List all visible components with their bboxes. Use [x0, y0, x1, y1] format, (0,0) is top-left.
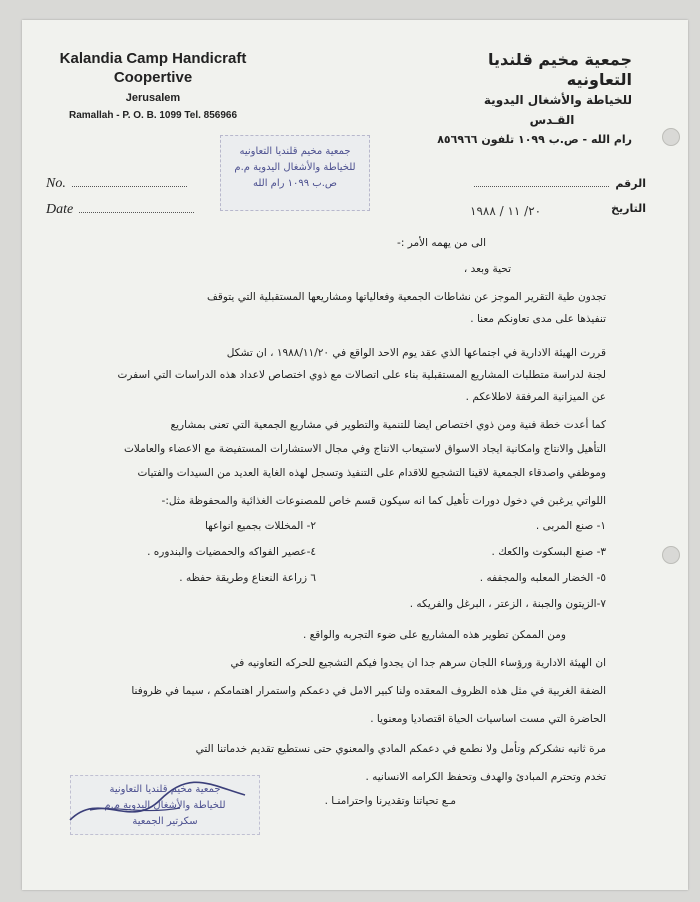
- list-item: ٤-عصير الفواكه والحمضيات والبندوره .: [147, 546, 316, 558]
- p3-line3: وموظفي واصدقاء الجمعية لاقينا التشجيع للاقدام على التنفيذ وتسجل لهذه الغاية العديد من السيدات والفتيات: [137, 467, 606, 479]
- date-label-ar: التاريخ: [611, 202, 646, 215]
- p3-line2: التأهيل والانتاج وامكانية ايجاد الاسواق لاستيعاب الانتاج وفي مجال الاستشارات المستفيضة مع الاعضاء والعاملات: [123, 443, 606, 455]
- closing: مـع تحياتنا وتقديرنا واحترامنـا .: [324, 795, 456, 807]
- org-city-ar: القـدس: [529, 113, 575, 127]
- p2-line2: لجنة لدراسة متطلبات المشاريع المستقبلية بناء على اتصالات مع ذوي اختصاص لاعداد هذه الدراسات التي اسفرت: [117, 369, 606, 381]
- list-row: [52, 520, 606, 542]
- stamp-bottom-line3: سكرتير الجمعية: [132, 816, 198, 827]
- stamp-bottom-line2: للخياطة والأشغال اليدوية م.م: [104, 800, 226, 811]
- p2-line3: عن الميزانية المرفقة لاطلاعكم .: [465, 391, 606, 403]
- list-item: ٧-الزيتون والجبنة ، الزعتر ، البرغل والفريكه .: [409, 598, 606, 610]
- list-item: ٥- الخضار المعلبه والمجففه .: [479, 572, 606, 584]
- p5-line2: الضفة الغربية في مثل هذه الظروف المعقده ولنا كبير الامل في دعمكم واستمرار اهتمامكم ، سيما في ظروفنا: [131, 685, 606, 697]
- list-row: [52, 546, 606, 568]
- org-address-ar: رام الله - ص.ب ١٠٩٩ تلفون ٨٥٦٩٦٦: [437, 133, 632, 146]
- org-name-en-line2: Coopertive: [113, 69, 193, 86]
- punch-hole: [662, 546, 680, 564]
- p4: ومن الممكن تطوير هذه المشاريع على ضوء التجربه والواقع .: [303, 629, 566, 641]
- punch-hole: [662, 128, 680, 146]
- p5-line3: الحاضرة التي مست اساسيات الحياة اقتصاديا ومعنويا .: [370, 713, 606, 725]
- greeting: تحية وبعد ،: [463, 263, 511, 275]
- list-row: [52, 598, 606, 620]
- ref-label-ar: الرقم: [615, 177, 646, 190]
- no-field: [46, 176, 187, 192]
- stamp-top-line2: للخياطة والأشغال اليدوية م.م: [234, 162, 356, 173]
- p2-line1: قررت الهيئة الادارية في اجتماعها الذي عقد يوم الاحد الواقع في ١٩٨٨/١١/٢٠ ، ان تشكل: [226, 347, 606, 359]
- date-value: ٢٠/ ١١ / ١٩٨٨: [470, 204, 542, 218]
- date-line: [79, 202, 194, 213]
- salutation: الى من يهمه الأمر :-: [397, 237, 486, 249]
- letterhead-english: [48, 50, 258, 124]
- no-label: No.: [46, 176, 66, 191]
- p1-line2: تنفيذها على مدى تعاونكم معنا .: [470, 313, 606, 325]
- org-city-en: Jerusalem: [125, 92, 181, 104]
- date-label: Date: [46, 202, 74, 217]
- list-item: ٢- المخللات بجميع انواعها: [204, 520, 316, 532]
- p3-line1: كما أعدت خطة فنية ومن ذوي اختصاص ايضا للتنمية والتطوير في مشاريع الجمعية التي تعنى بمشاريع: [170, 419, 606, 431]
- no-line: [72, 176, 187, 187]
- org-address-en: Ramallah - P. O. B. 1099 Tel. 856966: [68, 110, 238, 121]
- org-name-en-line1: Kalandia Camp Handicraft: [59, 50, 247, 67]
- stamp-bottom-line1: جمعية مخيم قلنديا التعاونية: [109, 784, 221, 795]
- ref-field-ar: [474, 176, 646, 190]
- list-row: [52, 572, 606, 594]
- ref-line-ar: [474, 176, 609, 187]
- signature-icon: [60, 770, 260, 840]
- letterhead-arabic: [432, 50, 632, 150]
- p5-line1: ان الهيئة الادارية ورؤساء اللجان سرهم جدا ان يجدوا فيكم التشجيع للحركه التعاونيه في: [230, 657, 606, 669]
- list-item: ٦ زراعة النعناع وطريقة حفظه .: [179, 572, 316, 584]
- date-field: [46, 202, 194, 218]
- p6-line2: تخدم وتحترم المبادئ والهدف وتحفظ الكرامه الانسانيه .: [365, 771, 606, 783]
- list-item: ٣- صنع البسكوت والكعك .: [491, 546, 606, 558]
- stamp-top-line3: ص.ب ١٠٩٩ رام الله: [252, 178, 337, 189]
- stamp-top-line1: جمعية مخيم قلنديا التعاونيه: [239, 146, 351, 157]
- p1-line1: تجدون طية التقرير الموجز عن نشاطات الجمعية وفعالياتها ومشاريعها المستقبلية التي يتوقف: [206, 291, 606, 303]
- p6-line1: مرة ثانيه نشكركم وتأمل ولا نطمع في دعمكم المادي والمعنوي حتى نستطيع تقديم خدماتنا التي: [195, 743, 606, 755]
- org-name-ar-line1: جمعية مخيم قلنديا التعاونيه: [488, 50, 632, 89]
- org-name-ar-line2: للخياطة والأشغال اليدوية: [483, 93, 632, 107]
- list-item: ١- صنع المربى .: [535, 520, 606, 532]
- stamp-top: [220, 135, 370, 211]
- p3-line4: اللواتي يرغبن في دخول دورات تأهيل كما انه سيكون قسم خاص للمصنوعات الغذائية والمحفوظة مثل:-: [161, 495, 606, 507]
- date-field-ar: [611, 202, 646, 215]
